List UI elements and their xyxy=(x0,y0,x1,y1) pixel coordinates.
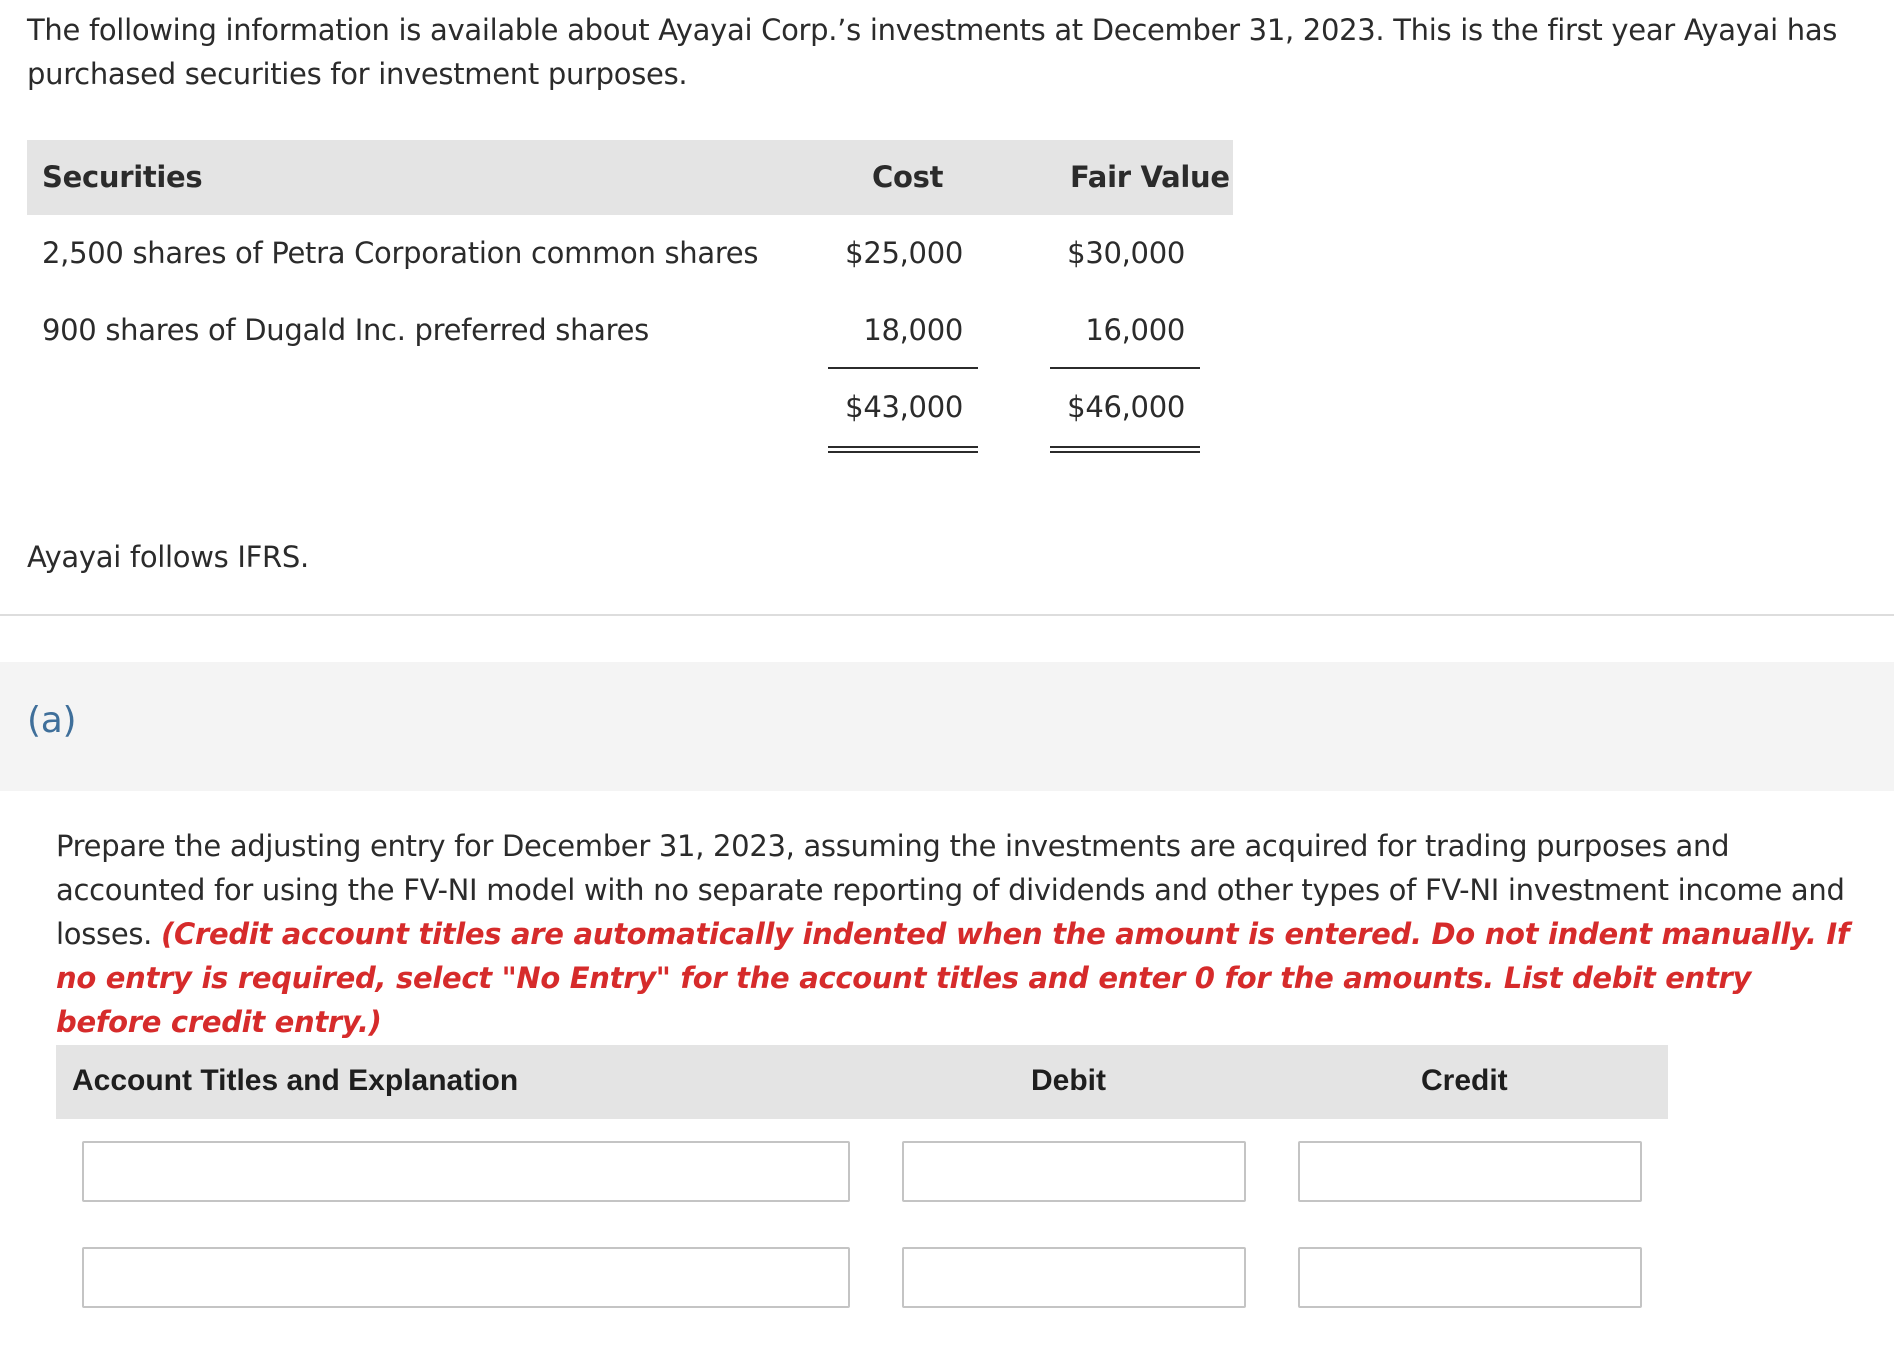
header-account-titles: Account Titles and Explanation xyxy=(72,1064,519,1097)
intro-text: The following information is available about Ayayai Corp.’s investments at December 31, 2023. This is the first year Ayayai has purchased securities for investment purposes. xyxy=(27,13,1838,91)
header-credit: Credit xyxy=(1421,1064,1508,1097)
security-cost: $25,000 xyxy=(845,236,963,270)
standards-note: Ayayai follows IFRS. xyxy=(27,540,309,574)
security-fair-value: 16,000 xyxy=(1085,313,1185,347)
credit-input-2[interactable] xyxy=(1298,1247,1642,1308)
total-fair-value: $46,000 xyxy=(1067,390,1185,424)
header-fair-value: Fair Value xyxy=(1070,160,1230,194)
subtotal-rule-cost xyxy=(828,367,978,369)
account-title-input-2[interactable] xyxy=(82,1247,850,1308)
header-cost: Cost xyxy=(872,160,944,194)
part-label: (a) xyxy=(27,700,77,741)
section-divider xyxy=(0,614,1894,616)
subtotal-rule-fair-value xyxy=(1050,367,1200,369)
question-instructions: (Credit account titles are automatically indented when the amount is entered. Do not indent manually. If no entry is required, select "No Entry" for the account titles and enter 0 for the amounts. List debit entry before credit entry.) xyxy=(56,917,1850,1039)
double-rule-fair-value xyxy=(1050,446,1200,453)
header-securities: Securities xyxy=(42,160,203,194)
debit-input-2[interactable] xyxy=(902,1247,1246,1308)
total-cost: $43,000 xyxy=(845,390,963,424)
credit-input-1[interactable] xyxy=(1298,1141,1642,1202)
security-name: 2,500 shares of Petra Corporation common shares xyxy=(42,236,759,270)
part-header-panel xyxy=(0,662,1894,791)
double-rule-cost xyxy=(828,446,978,453)
security-name: 900 shares of Dugald Inc. preferred shares xyxy=(42,313,649,347)
securities-table-header xyxy=(27,140,1233,215)
account-title-input-1[interactable] xyxy=(82,1141,850,1202)
question-prompt: Prepare the adjusting entry for December 31, 2023, assuming the investments are acquired for trading purposes and accounted for using the FV-NI model with no separate reporting of dividends and other types of FV-NI investment income and losses. xyxy=(56,829,1845,951)
security-cost: 18,000 xyxy=(863,313,963,347)
debit-input-1[interactable] xyxy=(902,1141,1246,1202)
header-debit: Debit xyxy=(1031,1064,1106,1097)
security-fair-value: $30,000 xyxy=(1067,236,1185,270)
question-text xyxy=(56,824,1856,1044)
